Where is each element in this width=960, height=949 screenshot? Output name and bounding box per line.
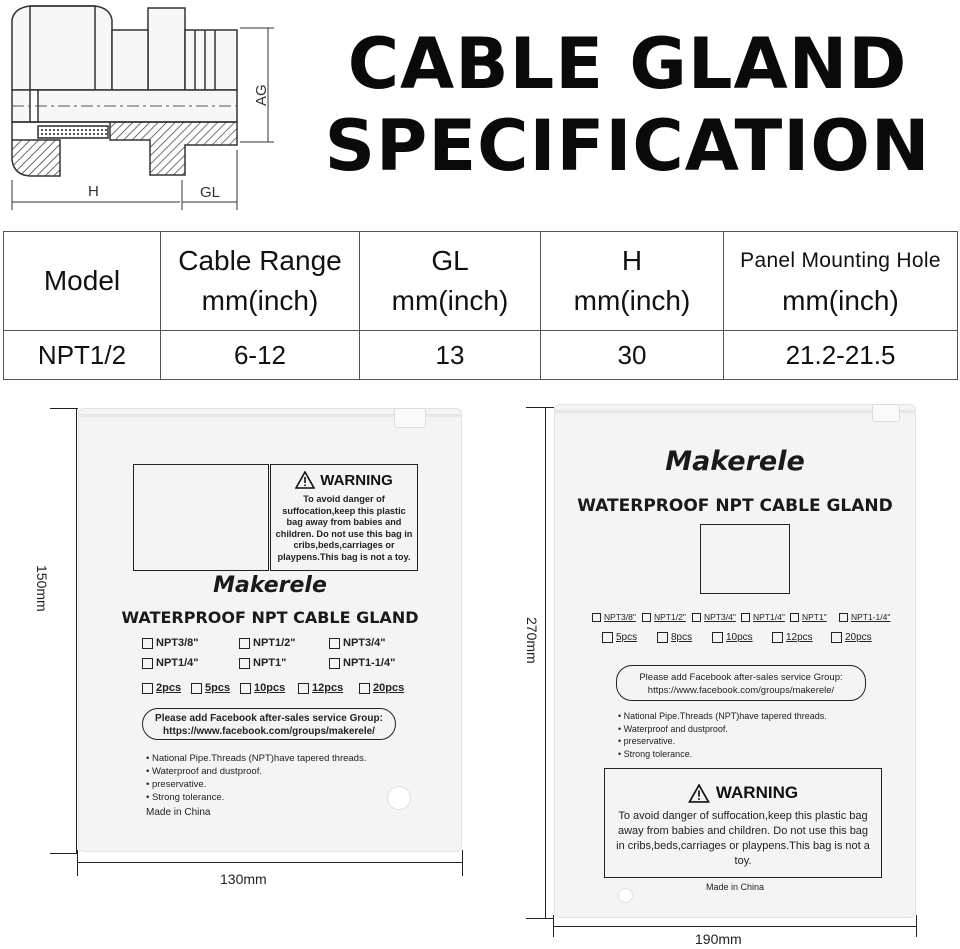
size-option: NPT1/2"	[642, 612, 686, 622]
hang-hole	[618, 888, 633, 903]
list-item: • National Pipe.Threads (NPT)have tapered threads.	[618, 711, 827, 721]
header-panel-hole: Panel Mounting Hole mm(inch)	[724, 232, 958, 331]
large-bag-width-label: 190mm	[695, 931, 742, 947]
size-option: NPT3/8"	[142, 637, 199, 649]
tick	[553, 915, 554, 937]
large-bag-height-line	[545, 407, 546, 919]
gland-exterior	[12, 6, 237, 90]
warning-title: WARNING	[320, 471, 393, 489]
made-in: Made in China	[705, 882, 765, 892]
table-row	[4, 331, 958, 380]
feature-list	[618, 710, 827, 760]
gland-section	[12, 90, 237, 176]
brand-logo: Makerele	[213, 573, 327, 598]
warning-box	[604, 768, 882, 878]
small-bag	[78, 408, 462, 852]
facebook-line1: Please add Facebook after-sales service Group:	[639, 672, 843, 683]
list-item: • Strong tolerance.	[146, 792, 225, 803]
cell-h: 30	[541, 331, 724, 380]
spec-table	[3, 231, 958, 380]
product-name: WATERPROOF NPT CABLE GLAND	[121, 608, 419, 627]
facebook-group-box	[142, 708, 396, 740]
size-option: NPT1-1/4"	[329, 657, 395, 669]
small-bag-width-label: 130mm	[220, 871, 267, 887]
brand-logo: Makerele	[665, 446, 805, 477]
size-option: NPT3/8"	[592, 612, 636, 622]
qty-option: 20pcs	[831, 632, 872, 643]
qty-option: 20pcs	[359, 682, 404, 694]
cell-gl: 13	[360, 331, 541, 380]
header-gl: GL mm(inch)	[360, 232, 541, 331]
facebook-url: https://www.facebook.com/groups/makerele/	[647, 685, 835, 696]
title-line2: SPECIFICATION	[324, 105, 931, 187]
warning-text: To avoid danger of suffocation,keep this plastic bag away from babies and children. Do not use this bag in cribs,beds,carriages or playpens.This bag is not a toy.	[616, 810, 870, 867]
qty-option: 5pcs	[191, 682, 230, 694]
cell-cable-range: 6-12	[161, 331, 360, 380]
size-option: NPT1"	[239, 657, 286, 669]
size-option: NPT1"	[790, 612, 827, 622]
tick	[77, 850, 78, 876]
small-bag-height-label: 150mm	[34, 565, 50, 612]
made-in: Made in China	[146, 807, 211, 818]
list-item: • Waterproof and dustproof.	[146, 766, 262, 777]
list-item: • National Pipe.Threads (NPT)have tapered threads.	[146, 753, 367, 764]
warning-title: WARNING	[715, 783, 799, 802]
qty-option: 10pcs	[712, 632, 753, 643]
cell-panel-hole: 21.2-21.5	[724, 331, 958, 380]
header-cable-range: Cable Range mm(inch)	[161, 232, 360, 331]
list-item: • Strong tolerance.	[618, 748, 693, 759]
cable-gland-diagram	[0, 0, 290, 218]
list-item: • preservative.	[618, 736, 676, 746]
list-item: • Waterproof and dustproof.	[618, 723, 728, 734]
label-blank-box	[133, 464, 269, 571]
zip-slider	[872, 404, 900, 422]
facebook-line1: Please add Facebook after-sales service Group:	[155, 713, 383, 724]
product-name: WATERPROOF NPT CABLE GLAND	[577, 496, 893, 516]
table-header-row	[4, 232, 958, 331]
tick	[50, 853, 78, 854]
label-blank-box	[700, 524, 790, 594]
size-option: NPT1-1/4"	[839, 612, 890, 622]
header-h: H mm(inch)	[541, 232, 724, 331]
label-gl: GL	[200, 184, 221, 201]
title-line1: CABLE GLAND	[347, 23, 908, 105]
tick	[526, 918, 554, 919]
size-option: NPT1/4"	[142, 657, 199, 669]
facebook-group-box	[616, 665, 866, 701]
qty-option: 12pcs	[772, 632, 813, 643]
qty-option: 10pcs	[240, 682, 285, 694]
size-option: NPT1/2"	[239, 637, 296, 649]
zip-seal	[554, 410, 916, 413]
feature-list	[146, 752, 366, 819]
cell-model: NPT1/2	[4, 331, 161, 380]
warning-text: To avoid danger of suffocation,keep this plastic bag away from babies and children. Do not use this bag in cribs,beds,carriages or playpens.This bag is not a toy.	[275, 494, 413, 562]
label-h: H	[88, 183, 99, 200]
list-item: • preservative.	[146, 779, 207, 790]
label-ag: AG	[253, 84, 270, 106]
warning-box	[270, 464, 418, 571]
qty-option: 8pcs	[657, 632, 692, 643]
qty-option: 5pcs	[602, 632, 637, 643]
large-bag-height-label: 270mm	[524, 617, 540, 664]
tick	[462, 850, 463, 876]
header-model: Model	[4, 232, 161, 331]
size-option: NPT3/4"	[692, 612, 736, 622]
size-option: NPT1/4"	[741, 612, 785, 622]
small-bag-width-line	[77, 862, 463, 863]
hang-hole	[387, 786, 411, 810]
warning-triangle-icon	[688, 784, 710, 803]
large-bag	[554, 404, 916, 918]
tick	[916, 915, 917, 937]
qty-option: 2pcs	[142, 682, 181, 694]
facebook-url: https://www.facebook.com/groups/makerele/	[163, 726, 375, 737]
tick	[526, 407, 554, 408]
large-bag-width-line	[553, 926, 917, 927]
qty-option: 12pcs	[298, 682, 343, 694]
zip-slider	[394, 408, 426, 428]
warning-triangle-icon	[295, 471, 315, 489]
small-bag-height-line	[76, 408, 77, 854]
tick	[50, 408, 78, 409]
size-option: NPT3/4"	[329, 637, 386, 649]
